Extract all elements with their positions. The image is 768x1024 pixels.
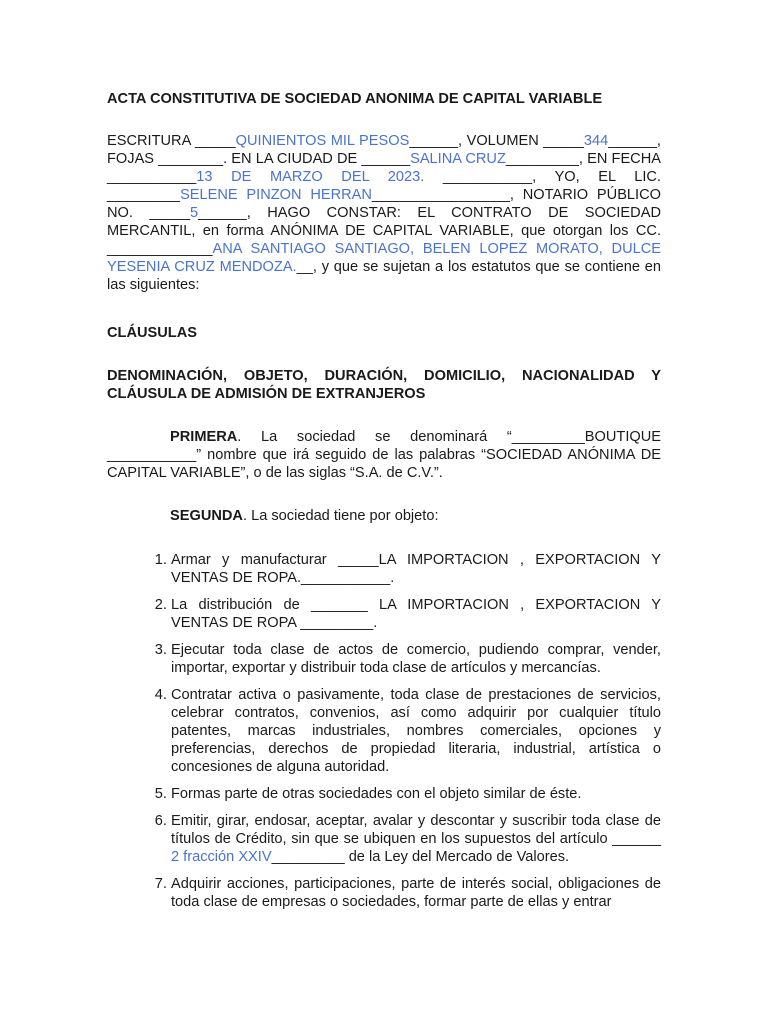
intro-text-8: __, y que se sujetan a los estatutos que se contiene en las siguientes: [107, 259, 662, 293]
articulo-fraccion-value: 2 fracción XXIV [171, 849, 272, 865]
ciudad-value: SALINA CRUZ [410, 151, 506, 167]
clausulas-heading: CLÁUSULAS [107, 325, 197, 341]
list-item [171, 785, 661, 803]
intro-text-2: ______, VOLUMEN _____ [409, 133, 584, 149]
list-item-text: La distribución de _______ LA IMPORTACION , EXPORTACION Y VENTAS DE ROPA _________. [171, 597, 661, 631]
intro-text-4: _________, EN FECHA ___________ [107, 151, 661, 185]
notario-value: SELENE PINZON HERRAN [180, 187, 372, 203]
list-item-text: Armar y manufacturar _____LA IMPORTACION , EXPORTACION Y VENTAS DE ROPA.___________. [171, 552, 661, 586]
list-item-text: Emitir, girar, endosar, aceptar, avalar y descontar y suscribir toda clase de títulos de Crédito, sin que se ubiquen en los supuestos del artículo ______ [171, 813, 661, 847]
fecha-value: 13 DE MARZO DEL 2023. [196, 169, 425, 185]
intro-paragraph [107, 132, 661, 294]
volumen-value: 344 [583, 133, 609, 149]
primera-label: PRIMERA [170, 429, 238, 445]
list-item [171, 686, 661, 776]
intro-text-5: ___________, YO, EL LIC. _________ [107, 169, 661, 203]
list-item [171, 641, 661, 677]
list-item [171, 551, 661, 587]
list-item [171, 812, 661, 866]
intro-text-7: ______, HAGO CONSTAR: EL CONTRATO DE SOCIEDAD MERCANTIL, en forma ANÓNIMA DE CAPITAL VARIABLE, que otorgan los CC. _____________ [107, 205, 661, 257]
socios-value: ANA SANTIAGO SANTIAGO, BELEN LOPEZ MORATO, DULCE YESENIA CRUZ MENDOZA. [107, 241, 661, 275]
intro-text-3: ______, FOJAS ________. EN LA CIUDAD DE ______ [107, 133, 661, 167]
clausula-primera [107, 428, 661, 482]
primera-text: . La sociedad se denominará “_________BOUTIQUE ___________” nombre que irá seguido de las palabras “SOCIEDAD ANÓNIMA DE CAPITAL VARIABLE”, o de las siglas “S.A. de C.V.”. [107, 429, 661, 481]
objeto-list [107, 551, 661, 911]
document-title: ACTA CONSTITUTIVA DE SOCIEDAD ANONIMA DE CAPITAL VARIABLE [107, 91, 603, 107]
segunda-label: SEGUNDA [170, 508, 243, 524]
list-item-text: Ejecutar toda clase de actos de comercio, pudiendo comprar, vender, importar, exportar y distribuir toda clase de artículos y mercancías. [171, 642, 661, 676]
list-item-text: _________ de la Ley del Mercado de Valores. [271, 849, 570, 865]
list-item-text: Adquirir acciones, participaciones, parte de interés social, obligaciones de toda clase de empresas o sociedades, formar parte de ellas y entrar [171, 876, 661, 910]
list-item [171, 875, 661, 911]
intro-text-6: _________________, NOTARIO PÚBLICO NO. _____ [107, 187, 661, 221]
list-item-text: Contratar activa o pasivamente, toda clase de prestaciones de servicios, celebrar contratos, convenios, así como adquirir por cualquier título patentes, marcas industriales, nombres comerciales, opciones y preferencias, derechos de propiedad literaria, industrial, artística o concesiones de alguna autoridad. [171, 687, 661, 775]
list-item [171, 596, 661, 632]
segunda-text: . La sociedad tiene por objeto: [242, 508, 439, 524]
list-item-text: Formas parte de otras sociedades con el objeto similar de éste. [171, 786, 582, 802]
notario-numero-value: 5 [189, 205, 199, 221]
intro-text-1: ESCRITURA _____ [107, 133, 236, 149]
escritura-value: QUINIENTOS MIL PESOS [235, 133, 410, 149]
section-heading: DENOMINACIÓN, OBJETO, DURACIÓN, DOMICILIO, NACIONALIDAD Y CLÁUSULA DE ADMISIÓN DE EXTRANJEROS [107, 368, 661, 402]
clausula-segunda [107, 507, 661, 525]
